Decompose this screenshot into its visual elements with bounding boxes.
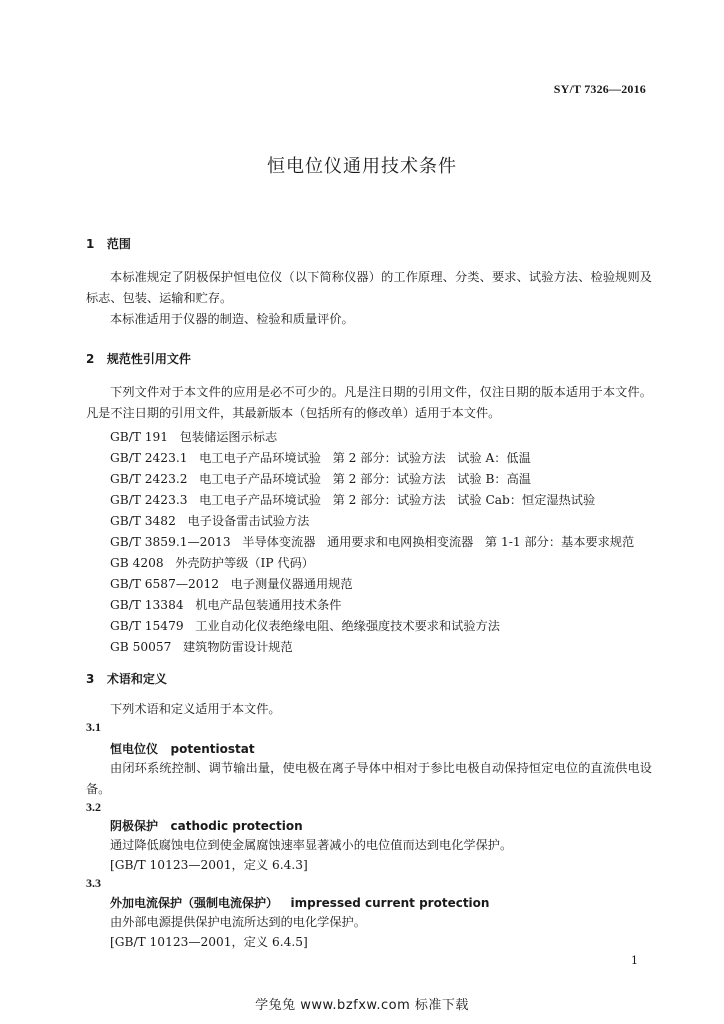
term-number: 3.3 — [86, 876, 101, 890]
reference-item: GB/T 2423.2 电工电子产品环境试验 第 2 部分：试验方法 试验 B：高温 — [110, 472, 531, 486]
term-definition: 通过降低腐蚀电位到使金属腐蚀速率显著减小的电位值而达到电化学保护。 — [110, 838, 513, 852]
section-1-paragraph-1: 本标准规定了阴极保护恒电位仪（以下简称仪器）的工作原理、分类、要求、试验方法、检验规则及标志、包装、运输和贮存。 — [86, 270, 652, 305]
term-definition: 由外部电源提供保护电流所达到的电化学保护。 — [110, 915, 366, 929]
page-number: 1 — [631, 954, 638, 967]
reference-item: GB 4208 外壳防护等级（IP 代码） — [110, 556, 314, 570]
section-3-heading: 3 术语和定义 — [86, 672, 167, 686]
term-definition: 由闭环系统控制、调节输出量，使电极在离子导体中相对于参比电极自动保持恒定电位的直流供电设备。 — [86, 761, 652, 796]
watermark-text: 学兔兔 www.bzfxw.com 标准下载 — [255, 998, 469, 1013]
section-1-paragraph-2: 本标准适用于仪器的制造、检验和质量评价。 — [110, 312, 354, 326]
reference-item: GB/T 6587—2012 电子测量仪器通用规范 — [110, 577, 353, 591]
section-1-heading: 1 范围 — [86, 237, 131, 251]
term-source: [GB/T 10123—2001，定义 6.4.3] — [110, 858, 308, 872]
reference-item: GB/T 15479 工业自动化仪表绝缘电阻、绝缘强度技术要求和试验方法 — [110, 619, 500, 633]
term-name: 恒电位仪 potentiostat — [110, 742, 255, 756]
term-name: 外加电流保护（强制电流保护） impressed current protection — [110, 896, 490, 910]
standard-code: SY/T 7326—2016 — [553, 82, 646, 96]
term-number: 3.2 — [86, 800, 101, 814]
reference-item: GB/T 191 包装储运图示标志 — [110, 430, 278, 444]
section-2-heading: 2 规范性引用文件 — [86, 352, 191, 366]
reference-item: GB/T 3482 电子设备雷击试验方法 — [110, 514, 310, 528]
term-name: 阴极保护 cathodic protection — [110, 819, 303, 833]
reference-item: GB/T 2423.1 电工电子产品环境试验 第 2 部分：试验方法 试验 A：低温 — [110, 451, 531, 465]
section-2-intro: 下列文件对于本文件的应用是必不可少的。凡是注日期的引用文件，仅注日期的版本适用于本文件。凡是不注日期的引用文件，其最新版本（包括所有的修改单）适用于本文件。 — [86, 385, 652, 420]
term-number: 3.1 — [86, 720, 101, 734]
document-title: 恒电位仪通用技术条件 — [267, 156, 457, 177]
section-3-intro: 下列术语和定义适用于本文件。 — [110, 702, 281, 716]
reference-item: GB/T 13384 机电产品包装通用技术条件 — [110, 598, 342, 612]
reference-item: GB/T 2423.3 电工电子产品环境试验 第 2 部分：试验方法 试验 Cab：恒定湿热试验 — [110, 493, 596, 507]
reference-item: GB/T 3859.1—2013 半导体变流器 通用要求和电网换相变流器 第 1-1 部分：基本要求规范 — [110, 535, 635, 549]
term-source: [GB/T 10123—2001，定义 6.4.5] — [110, 935, 308, 949]
reference-item: GB 50057 建筑物防雷设计规范 — [110, 640, 293, 654]
